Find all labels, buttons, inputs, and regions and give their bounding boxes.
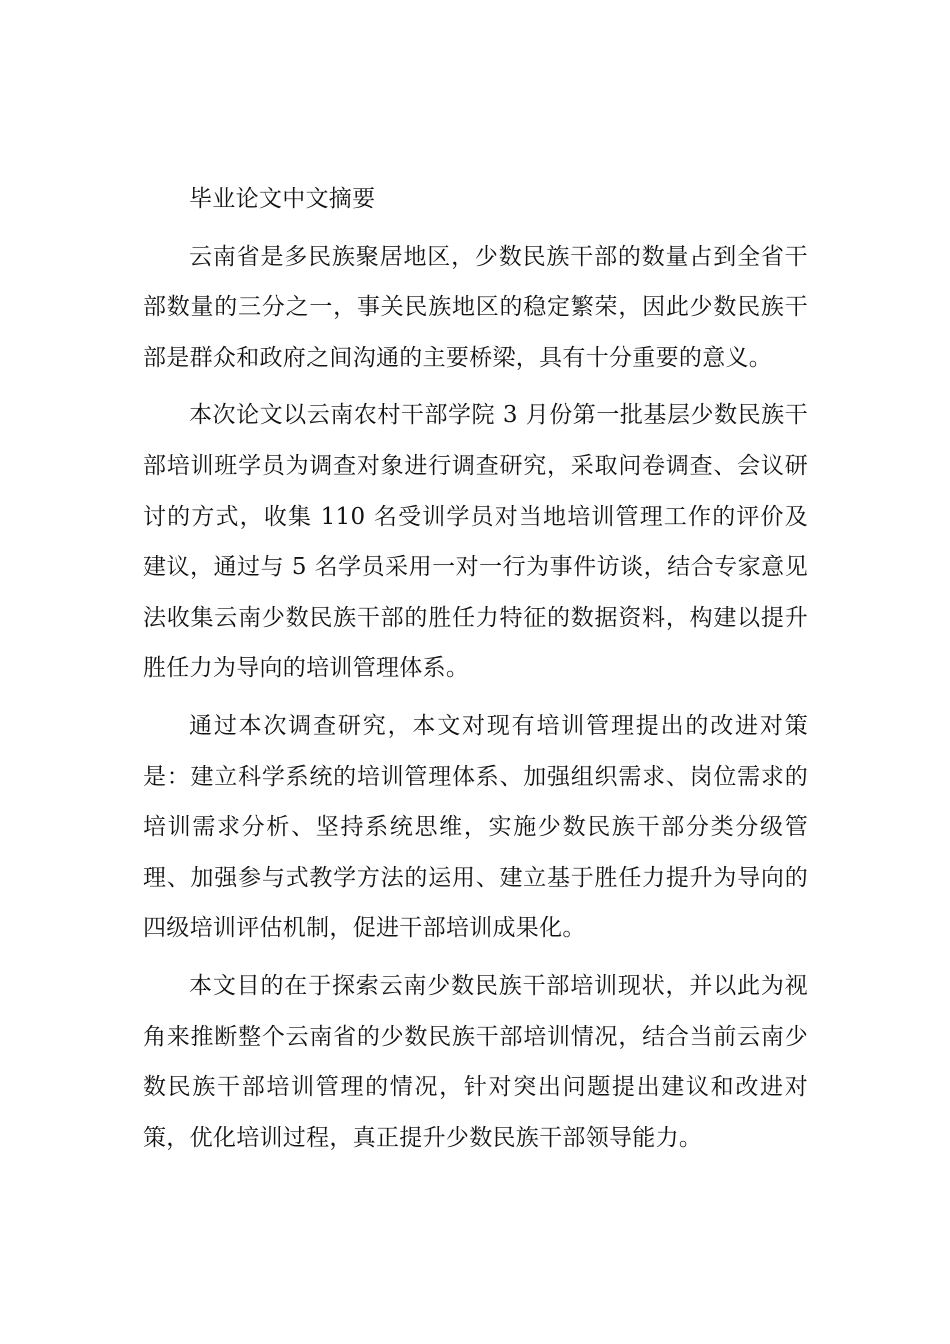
- abstract-paragraph-3: 通过本次调查研究，本文对现有培训管理提出的改进对策是：建立科学系统的培训管理体系、加强组织需求、岗位需求的培训需求分析、坚持系统思维，实施少数民族干部分类分级管理、加强参与式教学方法的运用、建立基于胜任力提升为导向的四级培训评估机制，促进干部培训成果化。: [143, 712, 808, 942]
- abstract-body: [143, 174, 808, 1170]
- abstract-paragraph-4: 本文目的在于探索云南少数民族干部培训现状，并以此为视角来推断整个云南省的少数民族干部培训情况，结合当前云南少数民族干部培训管理的情况，针对突出问题提出建议和改进对策，优化培训过程，真正提升少数民族干部领导能力。: [143, 972, 808, 1151]
- abstract-paragraph-2: 本次论文以云南农村干部学院 3 月份第一批基层少数民族干部培训班学员为调查对象进行调查研究，采取问卷调查、会议研讨的方式，收集 110 名受训学员对当地培训管理工作的评价及建议，通过与 5 名学员采用一对一行为事件访谈，结合专家意见法收集云南少数民族干部的胜任力特征的数据资料，构建以提升胜任力为导向的培训管理体系。: [143, 402, 808, 682]
- abstract-paragraph-1: 云南省是多民族聚居地区，少数民族干部的数量占到全省干部数量的三分之一，事关民族地区的稳定繁荣，因此少数民族干部是群众和政府之间沟通的主要桥梁，具有十分重要的意义。: [143, 243, 808, 371]
- abstract-title: 毕业论文中文摘要: [189, 186, 376, 212]
